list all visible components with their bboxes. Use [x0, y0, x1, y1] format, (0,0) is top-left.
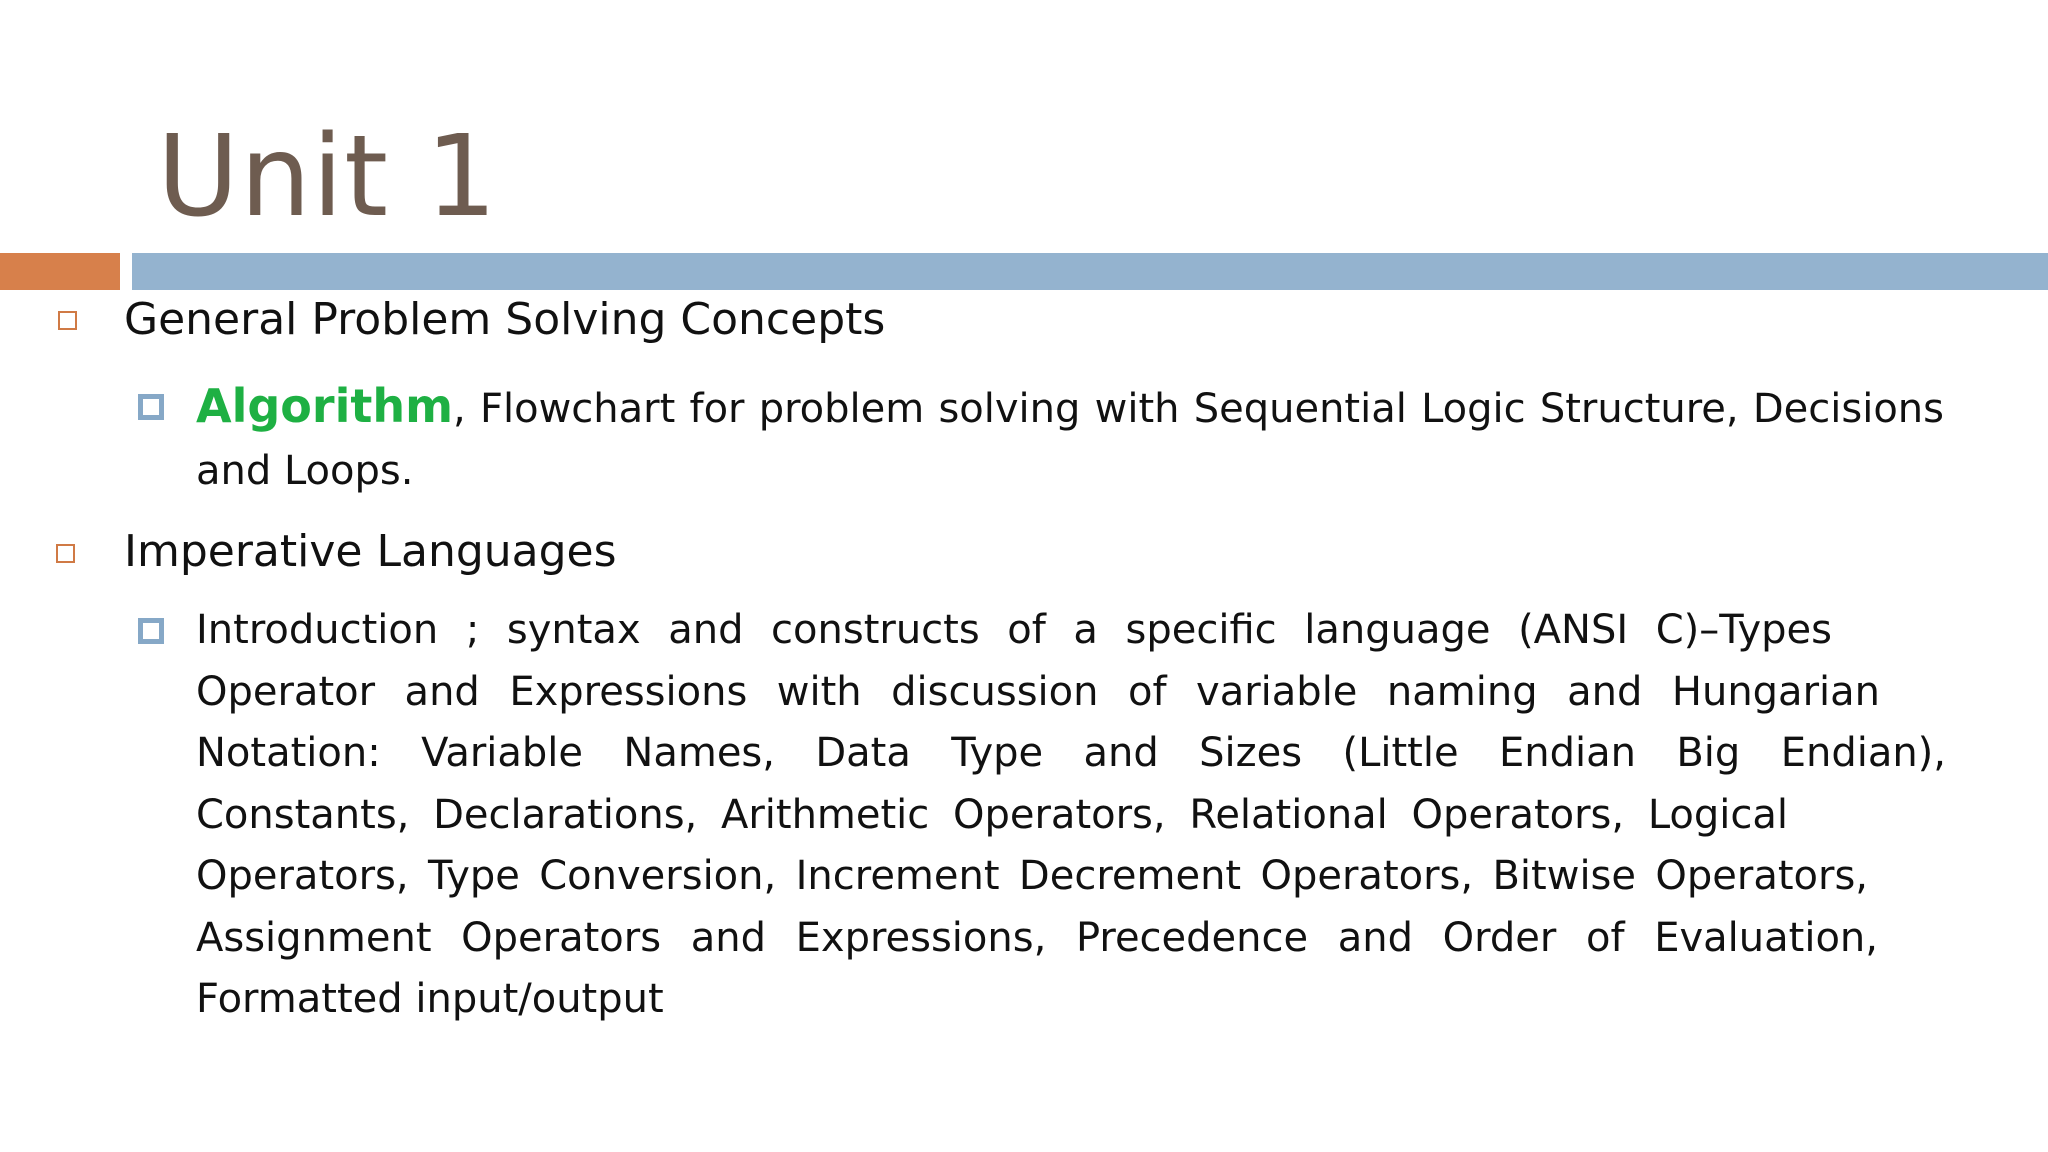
- text-line: Formatted input/output: [196, 976, 664, 1022]
- text-line: Notation: Variable Names, Data Type and Sizes (Little Endian Big Endian),: [196, 730, 1946, 776]
- list-item-introduction: [196, 600, 1992, 1031]
- text-line: [196, 376, 1944, 441]
- text-line: Assignment Operators and Expressions, Precedence and Order of Evaluation,: [196, 914, 1878, 961]
- square-bullet-icon: [56, 544, 75, 563]
- section-heading-problem-solving: General Problem Solving Concepts: [124, 294, 886, 345]
- text-line: Constants, Declarations, Arithmetic Operators, Relational Operators, Logical: [196, 791, 1788, 838]
- title-divider-accent-orange: [0, 253, 120, 290]
- title-divider-accent-blue: [132, 253, 2048, 290]
- list-item-algorithm: [196, 376, 1944, 502]
- section-heading-imperative-languages: Imperative Languages: [124, 526, 617, 577]
- square-bullet-icon: [138, 394, 164, 420]
- text-line: Introduction ; syntax and constructs of a specific language (ANSI C)–Types: [196, 607, 1832, 653]
- square-bullet-icon: [138, 618, 164, 644]
- slide-title: Unit 1: [157, 112, 498, 242]
- highlighted-term-algorithm: Algorithm: [196, 379, 454, 433]
- text-line: Operators, Type Conversion, Increment Decrement Operators, Bitwise Operators,: [196, 853, 1868, 899]
- text-line: Operator and Expressions with discussion of variable naming and Hungarian: [196, 668, 1880, 715]
- text-line: and Loops.: [196, 447, 414, 494]
- text-segment: , Flowchart for problem solving with Sequential Logic Structure, Decisions: [453, 386, 1944, 432]
- square-bullet-icon: [58, 311, 77, 330]
